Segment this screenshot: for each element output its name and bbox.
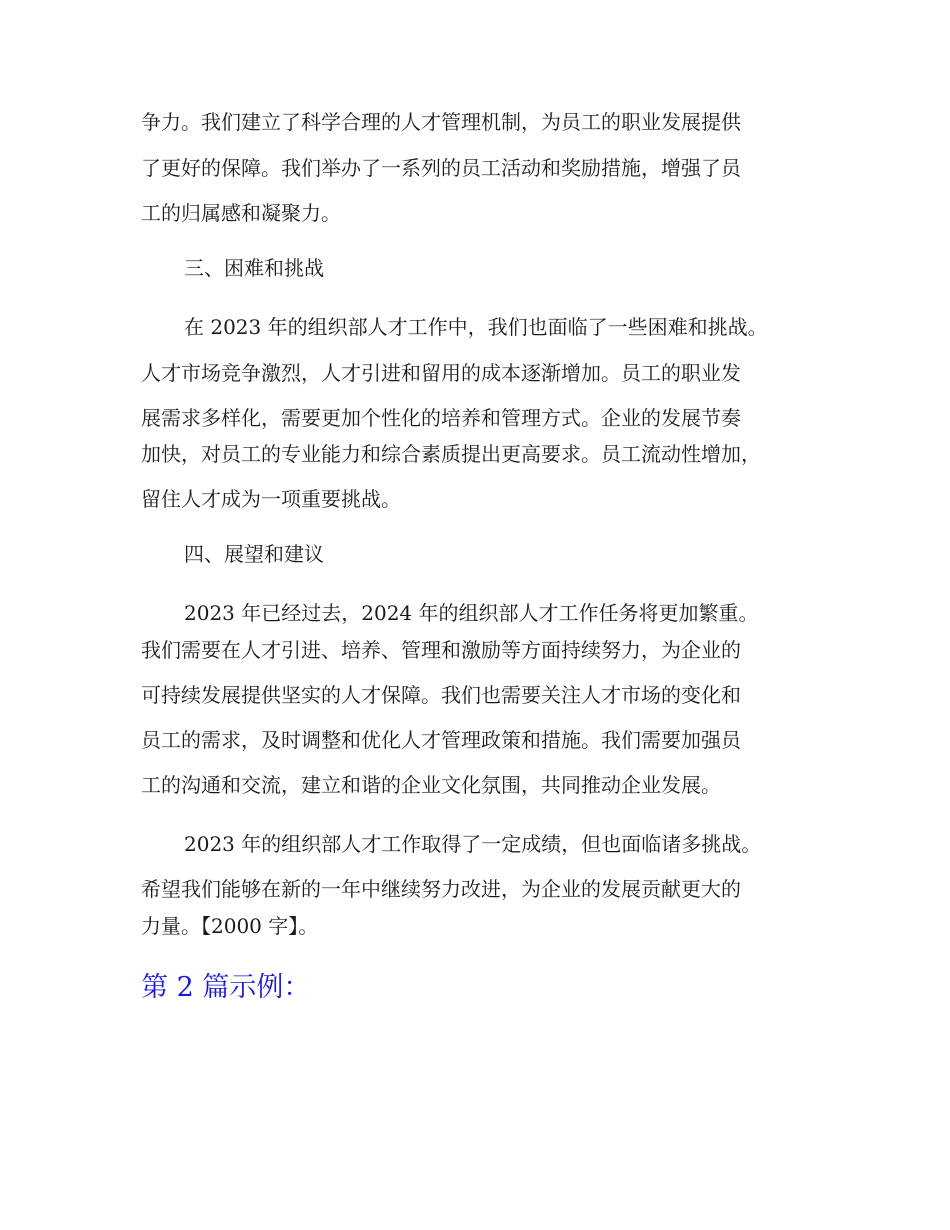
section-heading: 三、困难和挑战 bbox=[184, 256, 324, 280]
paragraph-line: 2023 年已经过去，2024 年的组织部人才工作任务将更加繁重。 bbox=[184, 601, 759, 625]
paragraph-line: 展需求多样化，需要更加个性化的培养和管理方式。企业的发展节奏 bbox=[141, 406, 741, 430]
paragraph-line: 工的沟通和交流，建立和谐的企业文化氛围，共同推动企业发展。 bbox=[141, 773, 721, 797]
paragraph-line: 希望我们能够在新的一年中继续努力改进，为企业的发展贡献更大的 bbox=[141, 877, 741, 901]
paragraph-line: 争力。我们建立了科学合理的人才管理机制，为员工的职业发展提供 bbox=[141, 110, 741, 134]
paragraph-line: 员工的需求，及时调整和优化人才管理政策和措施。我们需要加强员 bbox=[141, 728, 741, 752]
paragraph-line: 力量。【2000 字】。 bbox=[141, 914, 319, 938]
paragraph-line: 我们需要在人才引进、培养、管理和激励等方面持续努力，为企业的 bbox=[141, 638, 741, 662]
paragraph-line: 工的归属感和凝聚力。 bbox=[141, 201, 341, 225]
paragraph-line: 2023 年的组织部人才工作取得了一定成绩，但也面临诸多挑战。 bbox=[184, 832, 762, 856]
paragraph-line: 了更好的保障。我们举办了一系列的员工活动和奖励措施，增强了员 bbox=[141, 156, 741, 180]
paragraph-line: 人才市场竞争激烈，人才引进和留用的成本逐渐增加。员工的职业发 bbox=[141, 361, 741, 385]
example-title: 第 2 篇示例： bbox=[141, 972, 311, 1003]
section-heading: 四、展望和建议 bbox=[184, 542, 324, 566]
paragraph-line: 可持续发展提供坚实的人才保障。我们也需要关注人才市场的变化和 bbox=[141, 683, 741, 707]
paragraph-line: 留住人才成为一项重要挑战。 bbox=[141, 487, 401, 511]
paragraph-line: 加快，对员工的专业能力和综合素质提出更高要求。员工流动性增加， bbox=[141, 442, 761, 466]
paragraph-line: 在 2023 年的组织部人才工作中，我们也面临了一些困难和挑战。 bbox=[184, 315, 768, 339]
